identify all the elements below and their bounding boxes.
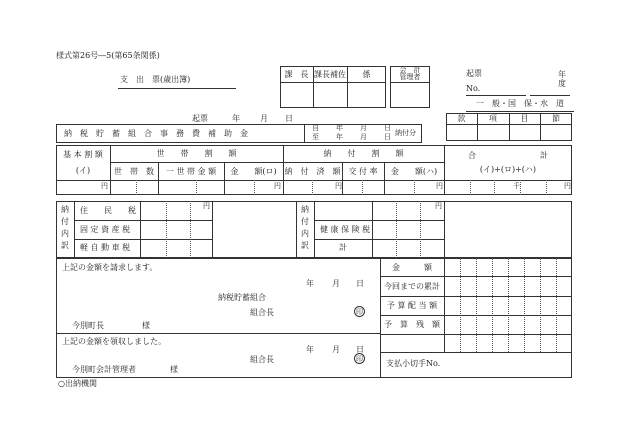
gokei-label: 合 計: [468, 151, 548, 160]
ichi-setai-label: 一 世 帯 金 額: [165, 167, 217, 176]
approval-kakari: 係: [362, 70, 371, 79]
kihyo-line-label: 起票: [192, 114, 208, 123]
kou-label: 項: [489, 114, 497, 123]
request-seal: 印: [356, 308, 363, 316]
kei-label: 計: [339, 243, 347, 252]
kihyo-label: 起票: [466, 69, 482, 78]
summary-yosan-haito: 予 算 配 当 額: [386, 301, 438, 310]
form-number: 様式第26号―5(第65条関係): [56, 51, 160, 60]
setsu-label: 節: [552, 114, 560, 123]
approval-kacho: 課 長: [284, 70, 309, 79]
approval-kachohosa: 課長補佐: [314, 70, 346, 79]
request-text: 上記の金額を請求します。: [62, 263, 158, 272]
nofu-wari-label: 納 付 割 額: [323, 149, 404, 158]
moku-label: 目: [520, 114, 529, 123]
request-chief: 組合長: [250, 308, 274, 317]
summary-kogitte: 支払小切手No.: [386, 359, 441, 368]
summary-ruikei: 今回までの累計: [384, 282, 440, 291]
kokuho-label: 健 康 保 険 税: [320, 225, 371, 234]
receipt-manager: 今別町会計管理者: [72, 365, 136, 374]
kingaku-ro-label: 金 額(ロ): [230, 167, 277, 176]
kihon-i-label: (イ): [75, 166, 91, 175]
summary-kingaku: 金 額: [392, 263, 432, 272]
approval-kaikei: 会 計 管理者: [399, 66, 421, 81]
kotei-label: 固 定 資 産 税: [80, 225, 131, 234]
request-mayor: 今別町長: [72, 321, 104, 330]
kan-label: 款: [457, 114, 466, 123]
breakdown-label-left: 納 付 内 訳: [61, 205, 69, 250]
jumin-label: 住 民 税: [80, 206, 136, 215]
expenditure-form: 様式第26号―5(第65条関係) 支 出 票(歳出簿) 課 長 課長補佐 係 会 計 管理者 起票 No. 年 度 一 般・国 保・水 道 款 項 目 節 起票 年 月 日 納 税 貯 蓄 組 合 事 務 費 補 助 金 自 至 年 年 月 月 日 日 納付分 基 本 割 額 (イ) 世 帯 割 額 世 帯 数 一 世 帯 金 額 金 額(ロ) 納 付 割 額 納 付 済 額 交 付 率 金 額(ハ) 合 計 (イ)+(ロ)+(ハ) 円 円 円 円 千 円 納 付 内 訳 住 民 税 固 定 資 産 税 軽 自 動 車 税 円 納 付 内 訳 健 康 保 険 税 計 円 上記の金額を請求します。 年 月 日 納税貯蓄組合 組合長 印 今別町長 様 上記の金額を領収しました。 年 月 日 組合長 印 今別町会計管理者 様 金 額 今回までの累計 予 算 配 当 額 予 算 残 額 支払小切手No. ○出納機関: [0, 0, 630, 440]
purpose-kubun: 納付分: [395, 129, 416, 137]
footer-note: ○出納機関: [58, 379, 97, 388]
kihon-wari-label: 基 本 割 額: [63, 150, 103, 159]
kihyo-no: No.: [466, 84, 481, 93]
purpose-text: 納 税 貯 蓄 組 合 事 務 費 補 助 金: [64, 129, 248, 138]
setai-su-label: 世 帯 数: [114, 167, 154, 176]
kingaku-ha-label: 金 額(ハ): [390, 167, 438, 176]
nendo-label: 年 度: [558, 70, 566, 88]
request-org: 納税貯蓄組合: [218, 293, 266, 302]
form-title: 支 出 票(歳出簿): [120, 75, 191, 84]
kofu-ritsu-label: 交 付 率: [348, 167, 378, 176]
title-underline: [118, 88, 236, 89]
nofu-zumi-label: 納 付 済 額: [284, 167, 341, 176]
receipt-seal: 印: [356, 355, 363, 363]
summary-yosan-zan: 予 算 残 額: [384, 320, 440, 329]
breakdown-label-right: 納 付 内 訳: [301, 205, 309, 250]
keijidosha-label: 軽 自 動 車 税: [80, 243, 131, 252]
setai-wari-label: 世 帯 割 額: [156, 149, 237, 158]
gokei-formula: (イ)+(ロ)+(ハ): [479, 165, 537, 174]
receipt-chief: 組合長: [250, 355, 274, 364]
receipt-text: 上記の金額を領収しました。: [62, 337, 166, 346]
account-type: 一 般・国 保・水 道: [476, 99, 564, 108]
